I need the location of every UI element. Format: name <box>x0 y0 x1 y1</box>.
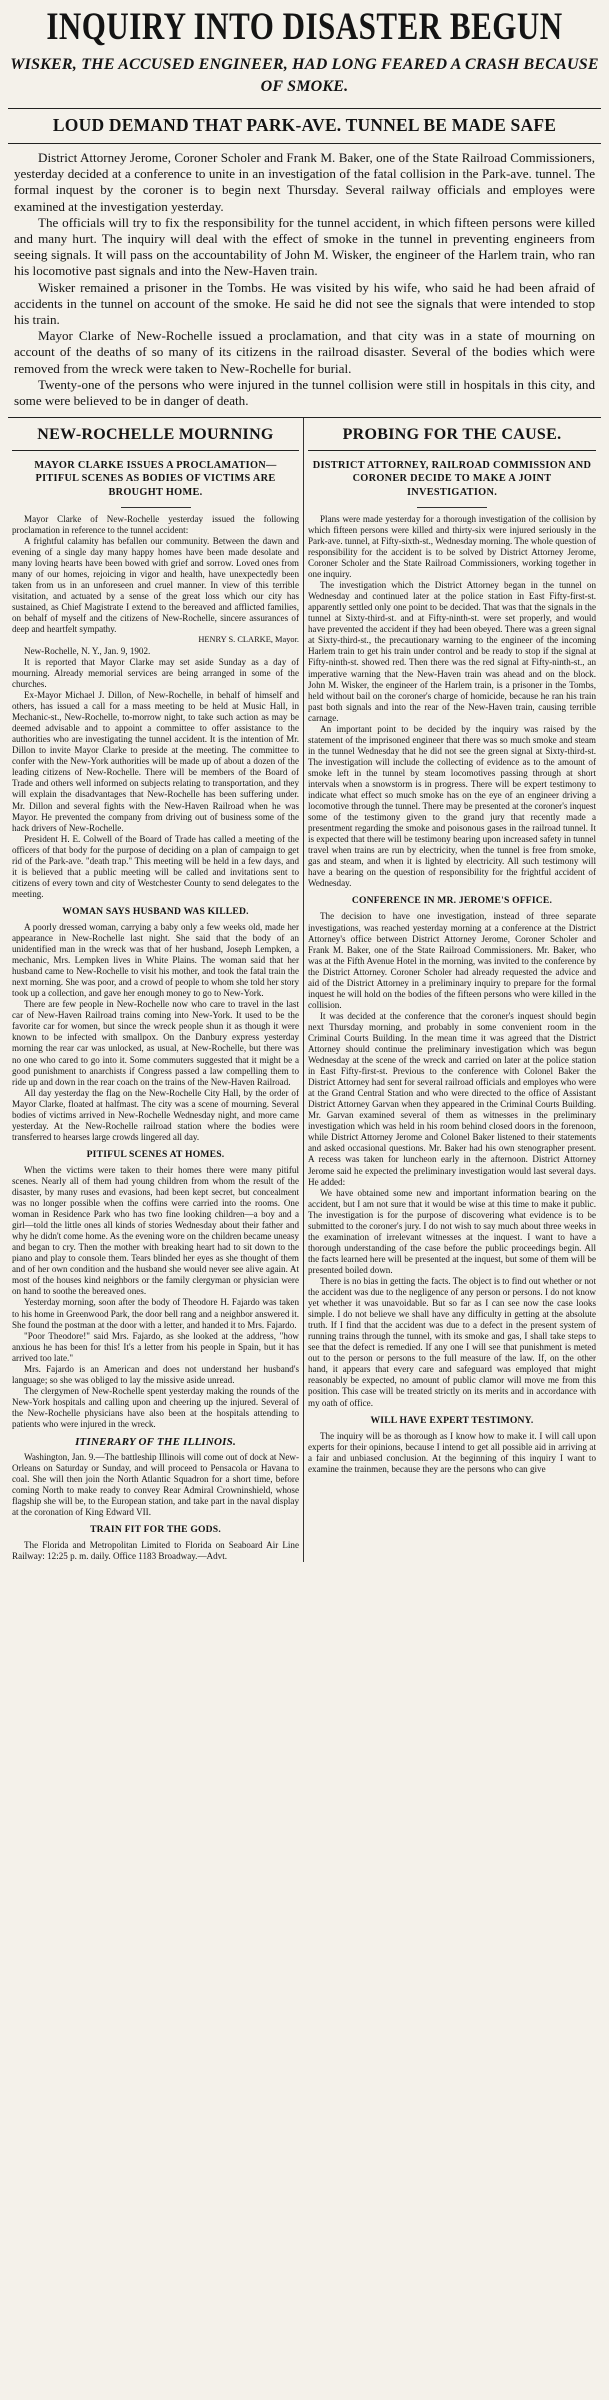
dateline: New-Rochelle, N. Y., Jan. 9, 1902. <box>24 645 151 656</box>
paragraph: Mayor Clarke of New-Rochelle yesterday issued the following proclamation in reference to the tunnel accident: <box>12 513 299 535</box>
paragraph: An important point to be decided by the inquiry was raised by the statement of the imprisoned engineer that there was so much smoke and steam in the tunnel Wednesday that he did not see the green signal at Sixty-third-st. The investigation will include the collecting of evidence as to the amount of smoke left in the tunnel by steam locomotives passing through at short intervals when a snowstorm is in progress. There will be expert testimony to indicate what effect so much smoke has on the eye of an engineer driving a locomotive through the tunnel. There may be presented at the coroner's inquest some of the testimony given to the grand jury that recently made a presentment regarding the smoke and poisonous gases in the railroad tunnel. It is expected that there will be testimony bearing upon increased safety in tunnel travel when trains are run by electricity, when the tunnel is free from smoke, gas and steam, and when it is lighted by electricity. All such testimony will have a bearing on the question of responsibility for the frightful accident of Wednesday. <box>308 723 596 889</box>
paragraph: A poorly dressed woman, carrying a baby only a few weeks old, made her appearance in New-Rochelle last night. She said that the body of an unidentified man in the wreck was that of her husband, Joseph Lempken, a mechanic, Mrs. Lempken lives in White Plains. The woman said that her husband came to New-Rochelle to visit his mother, and took the fatal train the next morning. She was poor, and a crowd of people to whom she told her story took up a collection, and gave her enough money to go to New-York. <box>12 921 299 999</box>
paragraph: Plans were made yesterday for a thorough investigation of the collision by which fifteen persons were killed and thirty-six were injured seriously in the Park-ave. tunnel, at Fifty-sixth-st., Wednesday morning. The whole question of responsibility for the accident is to be solved by District Attorney Jerome, Coroner Scholer and the State Railroad Commissioners, working together in one inquiry. <box>308 513 596 580</box>
section-heading: CONFERENCE IN MR. JEROME'S OFFICE. <box>351 895 553 907</box>
lead-article <box>14 150 595 409</box>
paragraph: It is reported that Mayor Clarke may set aside Sunday as a day of mourning. Already memorial services are being arranged in some of the churches. <box>12 656 299 690</box>
paragraph: Mrs. Fajardo is an American and does not understand her husband's language; so she was obliged to lay the missive aside unread. <box>12 1363 299 1385</box>
paragraph: When the victims were taken to their homes there were many pitiful scenes. Nearly all of them had young children from whom the result of the disaster, by many ruses and evasions, had been kept secret, but concealment was no longer possible when the coffins were carried into the rooms. One woman in Residence Park who has two fine looking children—a boy and a girl—told the little ones all kinds of stories Wednesday about their father and why he didn't come home. As the evening wore on the children became uneasy and began to cry. Then the mother with breaking heart had to sit down to the piano and play to console them. Tears blinded her eyes as she thought of them and of her own condition and the husband she would never see alive again. At most of the houses kind neighbors or the family clergyman or physician were on hand to soothe the bereaved ones. <box>12 1164 299 1297</box>
section-heading: TRAIN FIT FOR THE GODS. <box>90 1524 221 1536</box>
column-new-rochelle <box>8 418 304 1562</box>
column-title: PROBING FOR THE CAUSE. <box>342 426 562 444</box>
lead-paragraph: Twenty-one of the persons who were injured in the tunnel collision were still in hospitals in this city, and some were believed to be in danger of death. <box>14 376 595 409</box>
column-subhead: MAYOR CLARKE ISSUES A PROCLAMATION—PITIFUL SCENES AS BODIES OF VICTIMS ARE BROUGHT HOME. <box>34 460 277 498</box>
column-title: NEW-ROCHELLE MOURNING <box>37 426 274 444</box>
paragraph: The clergymen of New-Rochelle spent yesterday making the rounds of the New-York hospitals and calling upon and cheering up the injured. Several of the New-Rochelle physicians have also been at the hospitals attending to patients who were injured in the wreck. <box>12 1385 299 1429</box>
proclamation-text: A frightful calamity has befallen our community. Between the dawn and evening of a single day many happy homes have been made desolate and many loving hearts have been bowed with grief and sorrow. Loved ones from many of our homes, rejoicing in vigor and health, have unexpectedly been taken from us in an unforeseen and cruel manner. In view of this terrible visitation, and actuated by a sense of the great loss which our city has sustained, as Chief Magistrate I extend to the bereaved and afflicted families, on behalf of myself and the citizens of New-Rochelle, sincere assurances of deep and heartfelt sympathy. <box>12 535 299 635</box>
short-divider <box>417 507 487 508</box>
signature: HENRY S. CLARKE, Mayor. <box>198 635 299 645</box>
deck-wisker: WISKER, THE ACCUSED ENGINEER, HAD LONG FEARED A CRASH BECAUSE OF SMOKE. <box>10 56 599 95</box>
divider <box>8 108 601 109</box>
section-heading: ITINERARY OF THE ILLINOIS. <box>75 1436 236 1449</box>
headline: INQUIRY INTO DISASTER BEGUN <box>46 4 563 48</box>
paragraph: Ex-Mayor Michael J. Dillon, of New-Rochelle, in behalf of himself and others, has issued a call for a mass meeting to be held at Music Hall, in Mechanic-st., New-Rochelle, to-morrow night, to take such action as may be deemed advisable and to appoint a committee to offer assistance to the authorities who are investigating the tunnel accident. It is the intention of Mr. Dillon to invite Mayor Clarke to preside at the meeting. The committee to confer with the New-York authorities will be made up of about a dozen of the leading citizens of New-Rochelle. There will be members of the Board of Trade and others well informed on subjects relating to transportation, and they will explain the disadvantages that New-Rochelle has been suffering under. Mr. Dillon and several fights with the New-Haven Railroad when he was Mayor. He prevented the company from driving out of business some of the hack drivers of New-Rochelle. <box>12 690 299 833</box>
deck-tunnel: LOUD DEMAND THAT PARK-AVE. TUNNEL BE MADE SAFE <box>52 115 557 135</box>
divider <box>308 450 596 451</box>
lead-paragraph: District Attorney Jerome, Coroner Scholer and Frank M. Baker, one of the State Railroad Commissioners, yesterday decided at a conference to unite in an investigation of the fatal collision in the Park-ave. tunnel. The formal inquest by the coroner is to begin next Thursday. Several railway officials and employes were examined at the investigation yesterday. <box>14 150 595 214</box>
column-subhead: DISTRICT ATTORNEY, RAILROAD COMMISSION AND CORONER DECIDE TO MAKE A JOINT INVESTIGATION. <box>312 460 592 498</box>
quoted-statement: We have obtained some new and important information bearing on the accident, but I am not sure that it would be wise at this time to make it public. The investigation is for the purpose of discovering what evidence is to be submitted to the coroner's jury. I do not wish to say much about three weeks in the examination of irrelevant witnesses at the inquest. I want to have a thorough understanding of the case before the public proceedings begin. All the facts learned here will be presented at the inquest, but some of them will be presented boiled down. <box>308 1187 596 1275</box>
lead-paragraph: Wisker remained a prisoner in the Tombs. He was visited by his wife, who said he had been afraid of accidents in the tunnel on account of the smoke. He said he did not see the signals that were intended to stop his train. <box>14 279 595 328</box>
advertisement: The Florida and Metropolitan Limited to Florida on Seaboard Air Line Railway: 12:25 p. m. daily. Office 1183 Broadway.—Advt. <box>12 1540 299 1562</box>
section-heading: WILL HAVE EXPERT TESTIMONY. <box>370 1414 534 1426</box>
column-probing <box>304 418 600 1562</box>
paragraph: All day yesterday the flag on the New-Rochelle City Hall, by the order of Mayor Clarke, floated at halfmast. The city was a scene of mourning. Several bodies of victims arrived in New-Rochelle Wednesday night, and more came yesterday. At the New-Rochelle railroad station where the bodies were transferred to hearses large crowds lingered all day. <box>12 1087 299 1142</box>
paragraph: President H. E. Colwell of the Board of Trade has called a meeting of the officers of that body for the purpose of deciding on a plan of campaign to get rid of the Park-ave. "death trap." This meeting will be held in a few days, and it is believed that a public meeting will be called and invitations sent to citizens of every town and city of Westchester County to send delegates to the meeting. <box>12 833 299 899</box>
short-divider <box>121 507 191 508</box>
lead-paragraph: The officials will try to fix the responsibility for the tunnel accident, in which fifteen persons were killed and many hurt. The inquiry will deal with the effect of smoke in the tunnel in preventing engineers from seeing signals. It will pass on the accountability of John M. Wisker, the engineer of the Harlem train, who ran his locomotive past signals and into the New-Haven train. <box>14 214 595 279</box>
paragraph: "Poor Theodore!" said Mrs. Fajardo, as she looked at the address, "how anxious he has been for this! It's a letter from his people in Spain, but it has arrived too late." <box>12 1330 299 1363</box>
lead-paragraph: Mayor Clarke of New-Rochelle issued a proclamation, and that city was in a state of mourning on account of the deaths of so many of its citizens in the railroad disaster. Several of the bodies which were removed from the wreck were taken to New-Rochelle for burial. <box>14 328 595 376</box>
paragraph: The investigation which the District Attorney began in the tunnel on Wednesday and continued later at the police station in East Fifty-first-st. apparently settled only one point to be decided. That was that the signals in the tunnel at Sixty-third-st. and at Fifty-ninth-st. were set properly, and would have prevented the accident if they had been obeyed. There was a green signal at Sixty-third-st., the precautionary warning to the engineer of the incoming Harlem train to get his train under control and be ready to stop if the signal at Fifty-ninth-st. showed red. Then there was the red signal at Fifty-ninth-st., an imperative warning that the New-Haven train was ahead and on the block. John M. Wisker, the engineer of the Harlem train, is a prisoner in the Tombs, held without bail on the coroner's charge of homicide, because he ran his train past both signals and into the rear of the New-Haven train, causing terrible carnage. <box>308 580 596 723</box>
paragraph: Washington, Jan. 9.—The battleship Illinois will come out of dock at New-Orleans on Saturday or Sunday, and will proceed to Pensacola or Havana to coal. She will then join the North Atlantic Squadron for a short time, before coming North to make ready to convey Rear Admiral Crowninshield, whose flagship she will be, to the European station, and take part in the naval display at the coronation of King Edward VII. <box>12 1452 299 1518</box>
section-heading: WOMAN SAYS HUSBAND WAS KILLED. <box>62 905 249 917</box>
paragraph: There are few people in New-Rochelle now who care to travel in the last car of New-Haven Railroad trains coming into New-York. It used to be the favorite car for women, but since the wreck people shun it as though it were known to be infected with smallpox. On the Danbury express yesterday morning the rear car was unlocked, as usual, at New-Rochelle, but there was no one who cared to go into it. Some commuters suggested that it might be a good punishment to anarchists if Congress passed a law compelling them to ride up and down in the rear coach on the trains of the New-Haven Railroad. <box>12 999 299 1087</box>
paragraph: It was decided at the conference that the coroner's inquest should begin next Thursday morning, and probably in some convenient room in the Criminal Courts Building. In the mean time it was agreed that the District Attorney should continue the preliminary investigation which was begun Wednesday at the scene of the wreck and carried on later at the police station in East Fifty-first-st. Previous to the conference with Colonel Baker the District Attorney had sent for several railroad officials and employes who were at the Grand Central Station and who were directed to the office of Assistant District Attorney Garvan when they appeared in the Criminal Courts Building. Mr. Garvan examined several of them as witnesses in the preliminary investigation which was held in his room behind closed doors in the forenoon, while District Attorney Jerome and Colonel Baker listened to their statements and asked occasional questions. Mr. Baker had his own stenographer present. A recess was taken for luncheon early in the afternoon. District Attorney Jerome said he expected the preliminary investigation would last several days. He added: <box>308 1010 596 1187</box>
quoted-statement: The inquiry will be as thorough as I know how to make it. I will call upon experts for their opinions, because I intend to get all possible aid in arriving at a fair and unbiased conclusion. At the beginning of this inquiry I want to examine the trainmen, because they are the persons who can give <box>308 1430 596 1474</box>
paragraph: Yesterday morning, soon after the body of Theodore H. Fajardo was taken to his home in Greenwood Park, the door bell rang and a neighbor answered it. She found the postman at the door with a letter, and handed it to Mrs. Fajardo. <box>12 1297 299 1330</box>
divider <box>8 143 601 144</box>
section-heading: PITIFUL SCENES AT HOMES. <box>86 1148 225 1160</box>
paragraph: The decision to have one investigation, instead of three separate investigations, was reached yesterday morning at a conference at the District Attorney's office between District Attorney Jerome, Coroner Scholer and Frank M. Baker, one of the State Railroad Commissioners. Mr. Baker, who was at the Fifth Avenue Hotel in the morning, was invited to the conference by the District Attorney. Coroner Scholer had already requested the advice and aid of the District Attorney in a preliminary inquiry to prepare for the formal inquest he will hold on the bodies of the fifteen persons who were killed in the collision. <box>308 911 596 1010</box>
quoted-statement: There is no bias in getting the facts. The object is to find out whether or not the accident was due to the negligence of any person or persons. I do not know yet whether it was unavoidable. But so far as I can see now the case looks simple. I do not believe we shall have any difficulty in getting at the absolute truth. If I find that the accident was due to a defect in the present system of running trains through the tunnel, with its smoke and gas, I shall take steps to see that the defect is remedied. If any one I will see that punishment is meted out to the person or persons to the full measure of the law. If, on the other hand, it appears that every care and safeguard was employed that might reasonably be expected, no amount of public clamor will move me from this position. This case will be treated strictly on its merits and in accordance with my oath of office. <box>308 1276 596 1408</box>
two-column-body <box>8 417 601 1562</box>
divider <box>12 450 299 451</box>
